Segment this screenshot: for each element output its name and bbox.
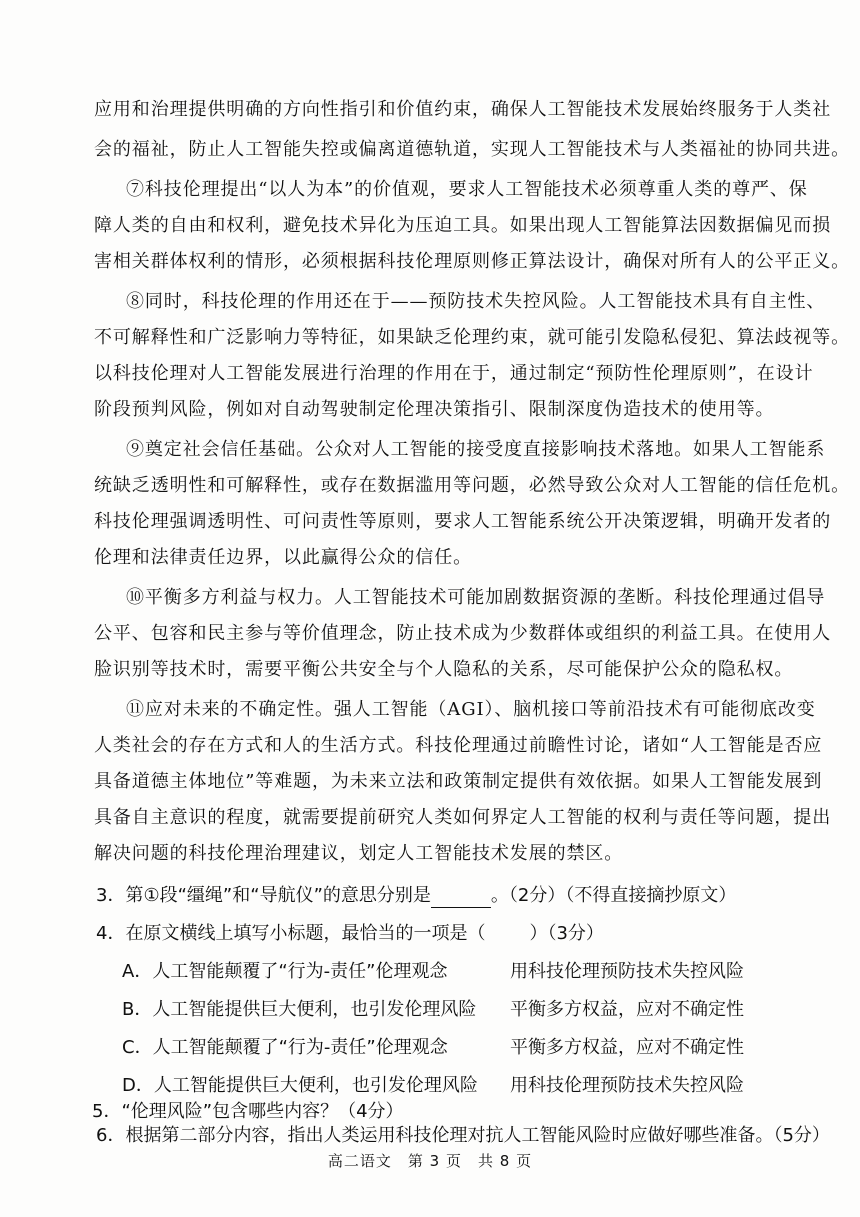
passage-line: 具备自主意识的程度，就需要提前研究人类如何界定人工智能的权利与责任等问题，提出 [94, 807, 832, 828]
question-4-text: 4．在原文横线上填写小标题，最恰当的一项是（ [96, 923, 486, 944]
passage-line: 解决问题的科技伦理治理建议，划定人工智能技术发展的禁区。 [94, 843, 624, 864]
passage-line: 会的福祉，防止人工智能失控或偏离道德轨道，实现人工智能技术与人类福祉的协同共进。 [94, 139, 850, 160]
option-c-first[interactable]: C．人工智能颠覆了“行为-责任”伦理观念 [122, 1037, 448, 1058]
option-b-second: 平衡多方权益，应对不确定性 [510, 999, 744, 1020]
question-4 [96, 922, 604, 946]
passage-line: 脸识别等技术时，需要平衡公共安全与个人隐私的关系，尽可能保护公众的隐私权。 [94, 659, 794, 680]
passage-line: 应用和治理提供明确的方向性指引和价值约束，确保人工智能技术发展始终服务于人类社 [94, 99, 832, 120]
passage-line: 统缺乏透明性和可解释性，或存在数据滥用等问题，必然导致公众对人工智能的信任危机。 [94, 475, 850, 496]
question-6: 6．根据第二部分内容，指出人类运用科技伦理对抗人工智能风险时应做好哪些准备。（5分） [96, 1125, 830, 1146]
option-d-second: 用科技伦理预防技术失控风险 [510, 1075, 744, 1096]
question-3-text: 3．第①段“缰绳”和“导航仪”的意思分别是 [96, 885, 431, 906]
passage-line: 障人类的自由和权利，避免技术异化为压迫工具。如果出现人工智能算法因数据偏见而损 [94, 215, 832, 236]
passage-line: 人类社会的存在方式和人的生活方式。科技伦理通过前瞻性讨论，诸如“人工智能是否应 [94, 735, 823, 756]
question-3 [96, 884, 736, 908]
passage-line: 害相关群体权利的情形，必须根据科技伦理原则修正算法设计，确保对所有人的公平正义。 [94, 251, 850, 272]
page-footer: 高二语文 第 3 页 共 8 页 [327, 1152, 533, 1170]
question-5: 5．“伦理风险”包含哪些内容？（4分） [92, 1101, 404, 1122]
passage-line: 阶段预判风险，例如对自动驾驶制定伦理决策指引、限制深度伪造技术的使用等。 [94, 399, 775, 420]
passage-line: ⑨奠定社会信任基础。公众对人工智能的接受度直接影响技术落地。如果人工智能系 [126, 439, 826, 460]
question-3-points: 。（2分）（不得直接摘抄原文） [490, 885, 737, 906]
passage-line: 伦理和法律责任边界，以此赢得公众的信任。 [94, 547, 472, 568]
passage-line: ⑩平衡多方利益与权力。人工智能技术可能加剧数据资源的垄断。科技伦理通过倡导 [126, 587, 826, 608]
passage-line: 以科技伦理对人工智能发展进行治理的作用在于，通过制定“预防性伦理原则”，在设计 [94, 363, 814, 384]
passage-line: 科技伦理强调透明性、可问责性等原则，要求人工智能系统公开决策逻辑，明确开发者的 [94, 511, 832, 532]
option-d-first[interactable]: D．人工智能提供巨大便利，也引发伦理风险 [122, 1075, 478, 1096]
passage-line: 公平、包容和民主参与等价值理念，防止技术成为少数群体或组织的利益工具。在使用人 [94, 623, 832, 644]
question-4-points: ）（3分） [529, 923, 604, 944]
passage-line: 具备道德主体地位”等难题，为未来立法和政策制定提供有效依据。如果人工智能发展到 [94, 771, 823, 792]
option-c-second: 平衡多方权益，应对不确定性 [510, 1037, 744, 1058]
option-b-first[interactable]: B．人工智能提供巨大便利，也引发伦理风险 [122, 999, 477, 1020]
answer-blank[interactable] [431, 889, 491, 908]
passage-line: ⑦科技伦理提出“以人为本”的价值观，要求人工智能技术必须尊重人类的尊严、保 [126, 179, 808, 200]
option-a-first[interactable]: A．人工智能颠覆了“行为-责任”伦理观念 [122, 961, 448, 982]
passage-line: ⑧同时，科技伦理的作用还在于——预防技术失控风险。人工智能技术具有自主性、 [126, 291, 826, 312]
option-a-second: 用科技伦理预防技术失控风险 [510, 961, 744, 982]
passage-line: 不可解释性和广泛影响力等特征，如果缺乏伦理约束，就可能引发隐私侵犯、算法歧视等。 [94, 327, 850, 348]
passage-line: ⑪应对未来的不确定性。强人工智能（AGI）、脑机接口等前沿技术有可能彻底改变 [126, 699, 816, 720]
